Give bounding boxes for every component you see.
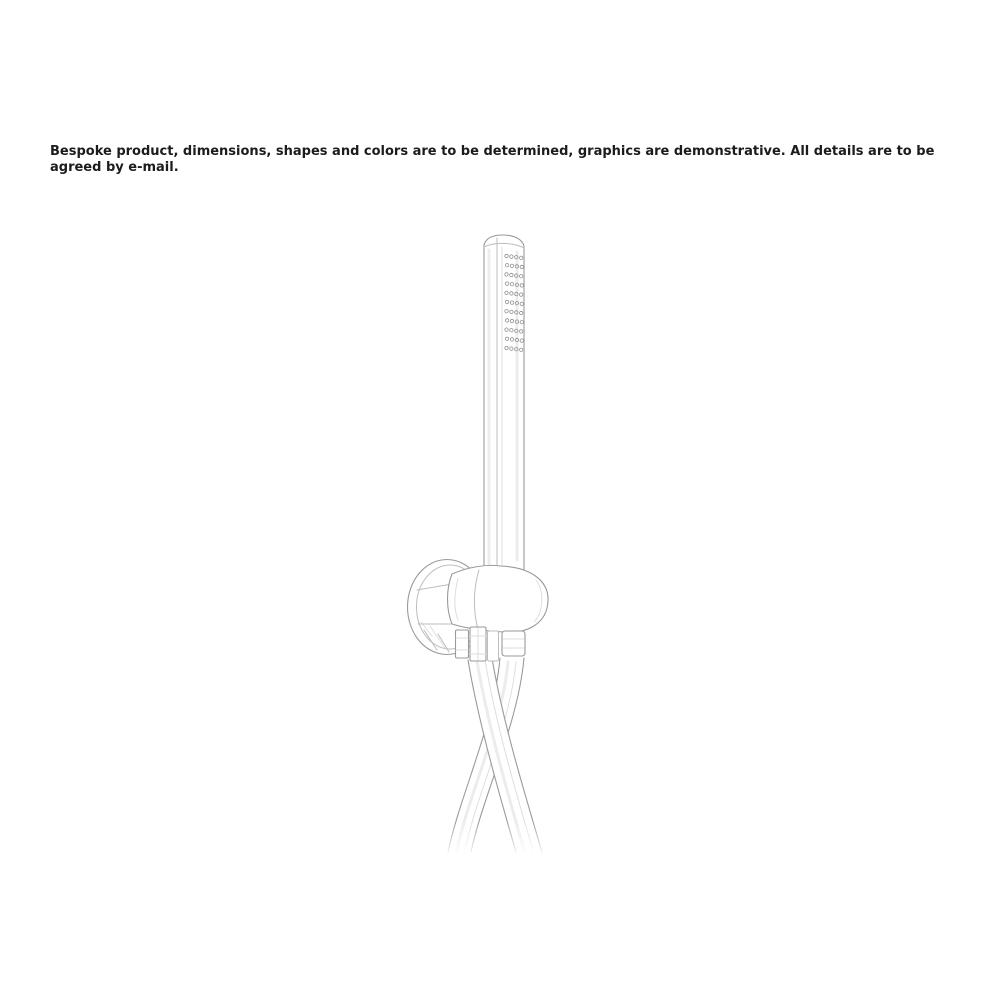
hose-connectors bbox=[456, 627, 526, 661]
disclaimer-line-1: Bespoke product, dimensions, shapes and colors are to be determined, graphics are demonstrative. All details are to be bbox=[50, 144, 935, 159]
hose-fadeout bbox=[415, 820, 575, 858]
holder-bracket bbox=[448, 565, 549, 632]
nozzle-pattern bbox=[505, 254, 524, 351]
disclaimer-line-2: agreed by e-mail. bbox=[50, 160, 179, 175]
